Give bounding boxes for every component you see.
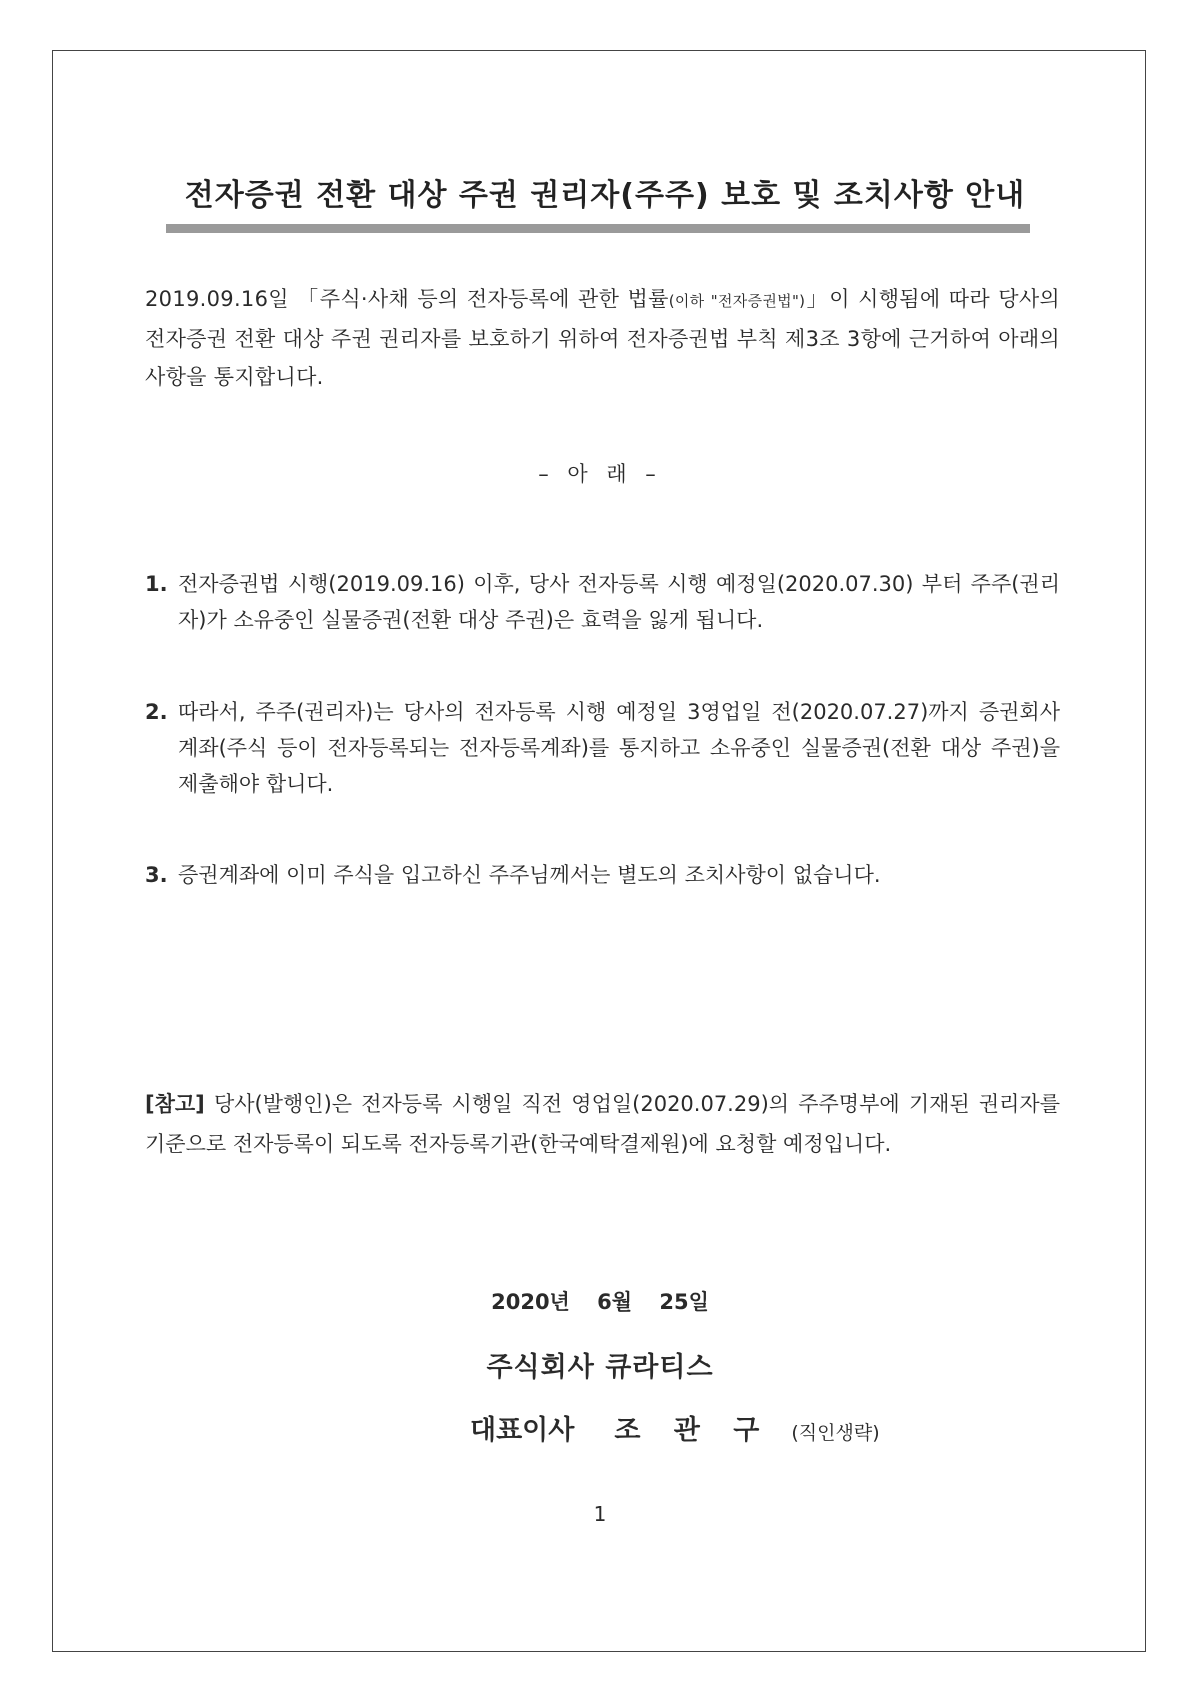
list-item-number: 3. xyxy=(145,863,168,887)
issue-date xyxy=(0,1286,1200,1316)
list-item-text: 따라서, 주주(권리자)는 당사의 전자등록 시행 예정일 3영업일 전(2020.07.27)까지 증권회사 계좌(주식 등이 전자등록되는 전자등록계좌)를 통지하고 소유중인 실물증권(전환 대상 주권)을 제출해야 합니다. xyxy=(178,700,1060,796)
intro-text-small: (이하 "전자증권법") xyxy=(668,292,806,310)
date-day: 25일 xyxy=(659,1290,709,1314)
seal-omitted-note: (직인생략) xyxy=(791,1422,880,1444)
representative-name: 조 관 구 xyxy=(614,1415,772,1446)
reference-note xyxy=(145,1084,1060,1164)
list-item xyxy=(145,694,1060,802)
list-item xyxy=(145,566,1060,638)
document-title: 전자증권 전환 대상 주권 권리자(주주) 보호 및 조치사항 안내 xyxy=(184,178,1026,213)
list-item-text: 전자증권법 시행(2019.09.16) 이후, 당사 전자등록 시행 예정일(2020.07.30) 부터 주주(권리자)가 소유중인 실물증권(전환 대상 주권)은 효력을 잃게 됩니다. xyxy=(178,572,1060,632)
list-item xyxy=(145,857,1060,893)
date-year: 2020년 xyxy=(491,1290,570,1314)
list-item-text: 증권계좌에 이미 주식을 입고하신 주주님께서는 별도의 조치사항이 없습니다. xyxy=(178,863,881,887)
page-number: 1 xyxy=(593,1502,607,1526)
intro-text-3: 」이 시행됨에 따라 당사의 전자증권 전환 대상 주권 권리자를 보호하기 위하여 전자증권법 부칙 제3조 3항에 근거하여 아래의 사항을 통지합니다. xyxy=(145,287,1060,389)
intro-text-1: 2019.09.16일 「주식·사채 등의 전자등록에 관한 법률 xyxy=(145,287,669,311)
note-label: [참고] xyxy=(145,1092,205,1116)
title-underline-bar xyxy=(166,224,1030,233)
section-heading: – 아 래 – xyxy=(538,462,662,486)
list-item-number: 1. xyxy=(145,572,168,596)
representative-title: 대표이사 xyxy=(470,1415,575,1446)
date-month: 6월 xyxy=(597,1290,633,1314)
intro-paragraph xyxy=(145,280,1060,396)
representative-line xyxy=(470,1408,880,1447)
note-text: 당사(발행인)은 전자등록 시행일 직전 영업일(2020.07.29)의 주주명부에 기재된 권리자를 기준으로 전자등록이 되도록 전자등록기관(한국예탁결제원)에 요청할 예정입니다. xyxy=(145,1092,1060,1156)
company-name: 주식회사 큐라티스 xyxy=(486,1352,714,1383)
list-item-number: 2. xyxy=(145,700,168,724)
